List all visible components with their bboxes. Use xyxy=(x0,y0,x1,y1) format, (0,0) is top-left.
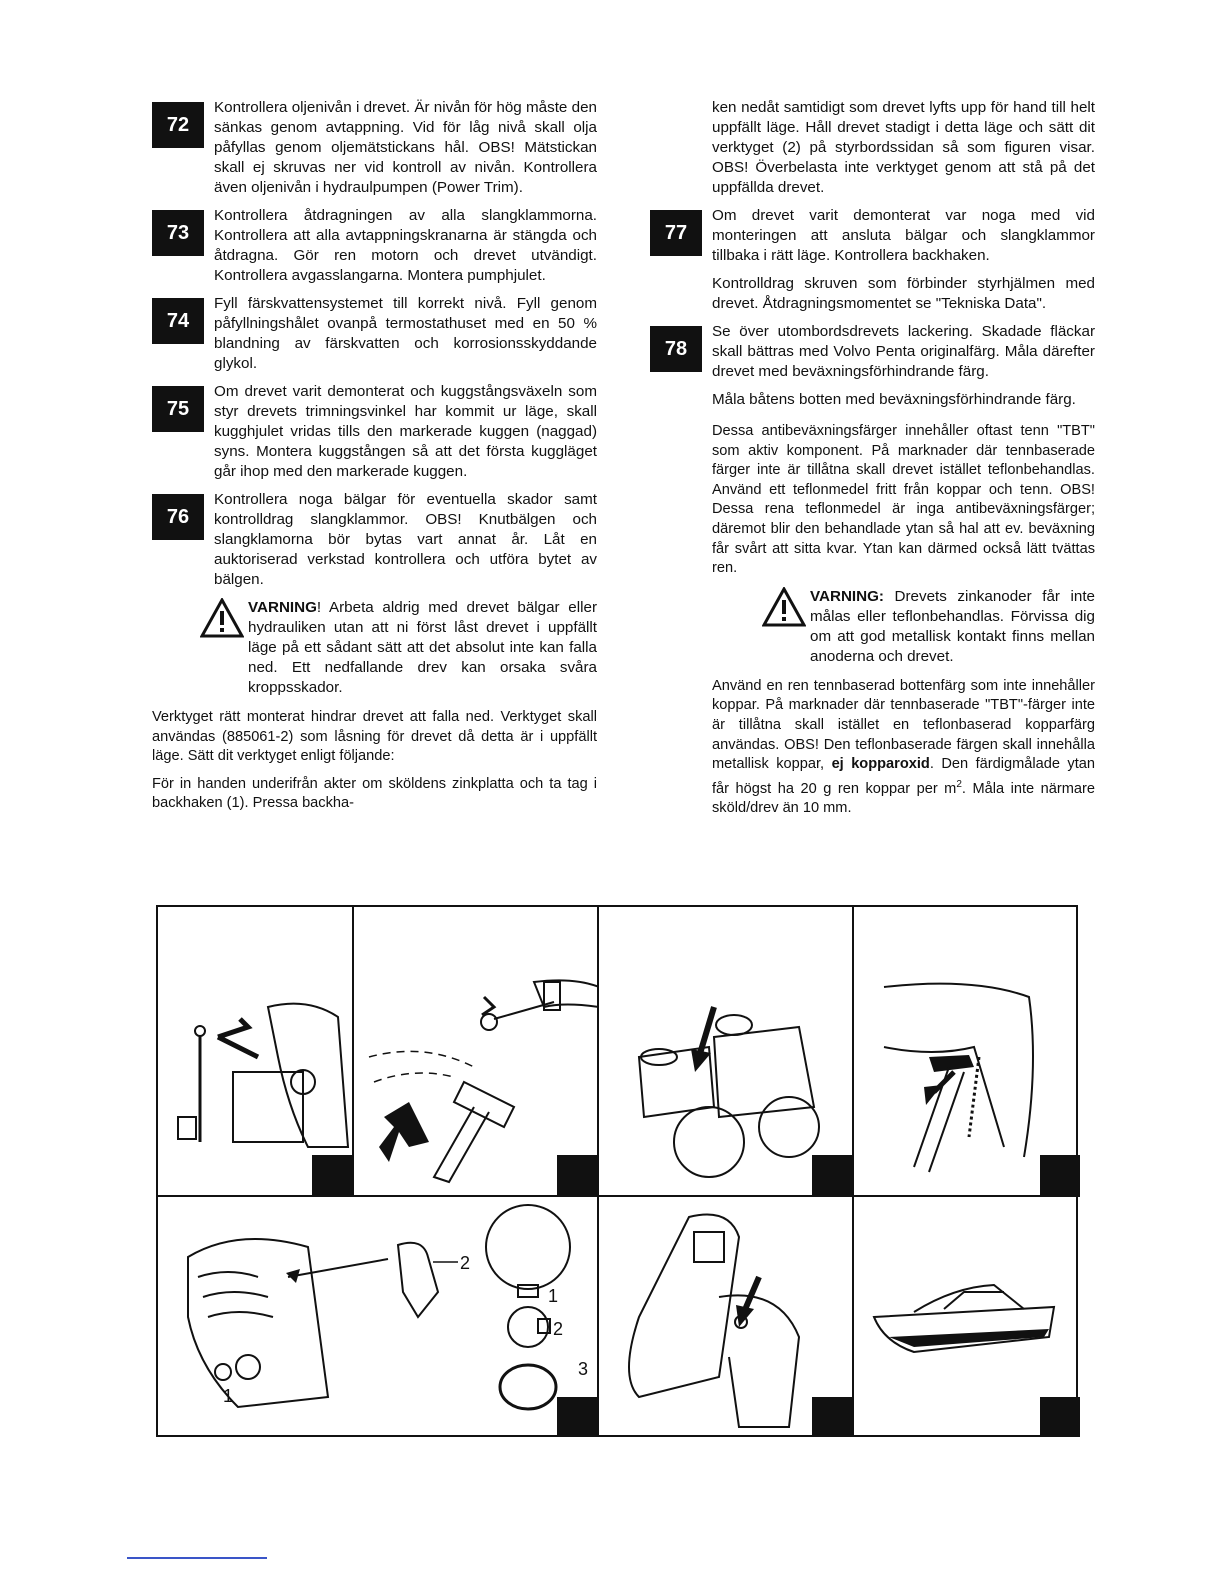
figure-tab xyxy=(812,1155,852,1195)
step-number-badge: 76 xyxy=(152,494,204,540)
step-text: Kontrollera oljenivån i drevet. Är nivån för hög måste den sänkas genom avtappning. Vid för låg nivå skall olja påfyllas genom oljemätstickans hål. OBS! Mätstickan skall ej skruvas ner vid kontroll av nivån. Kontrollera även oljenivån i hydraulpumpen (Power Trim). xyxy=(214,99,597,196)
callout-label: 3 xyxy=(578,1359,589,1379)
figure-73-clamps xyxy=(354,907,599,1197)
warning-triangle-icon xyxy=(200,598,244,638)
figure-tab xyxy=(812,1397,852,1437)
warning-block xyxy=(762,587,1095,667)
step-74 xyxy=(152,294,597,374)
step-number-badge: 72 xyxy=(152,102,204,148)
footer-rule xyxy=(127,1557,267,1559)
step-number-badge: 77 xyxy=(650,210,702,256)
figure-75-rack xyxy=(854,907,1080,1197)
continuation-text: ken nedåt samtidigt som drevet lyfts upp för hand till helt uppfällt läge. Håll drevet stadigt i detta läge och sätt dit verktyget (2) på styrbordssidan så som figuren visar. OBS! Överbelasta inte verktyget genom att stå på det uppfällda drevet. xyxy=(712,99,1095,196)
dipstick-illustration-icon xyxy=(158,907,354,1197)
callout-label: 1 xyxy=(548,1286,559,1306)
step-text: Om drevet varit demonterat var noga med vid monteringen att ansluta bälgar och slangklammor tillbaka i rätt läge. Kontrollera backhaken. xyxy=(712,207,1095,264)
step-76 xyxy=(152,490,597,590)
warning-text xyxy=(248,598,597,698)
warning-body: Drevets zinkanoder får inte målas eller teflonbehandlas. Förvissa dig om att god metallisk kontakt finns mellan anoderna och drevet. xyxy=(810,587,1095,665)
step-72 xyxy=(152,98,597,198)
step-text: Se över utombordsdrevets lackering. Skadade fläckar skall bättras med Volvo Penta originalfärg. Måla därefter drevet med beväxningsförhindrande färg. xyxy=(712,323,1095,380)
step-78-extra: Måla båtens botten med beväxningsförhindrande färg. xyxy=(712,391,1076,408)
antifouling-paragraph: Dessa antibeväxningsfärger innehåller oftast tenn "TBT" som aktiv komponent. På marknader där tennbaserade färger inte är tillåtna skall drevet istället teflonbehandlas. Använd ett teflonmedel fritt från koppar och tenn. OBS! Dessa rena teflonmedel är inga antibeväxningsfärger; däremot blir den behandlade ytan så hal att ev. beväxning får svårt att sitta kvar. Ytan kan därmed också lätt tvättas ren. xyxy=(712,423,1095,577)
bellows-clamp-illustration-icon xyxy=(158,1197,599,1437)
step-75 xyxy=(152,382,597,482)
step-number-badge: 75 xyxy=(152,386,204,432)
tool-paragraph: Verktyget rätt monterat hindrar drevet att falla ned. Verktyget skall användas (885061-2) som låsning för drevet då detta är i uppfällt läge. Sätt dit verktyget enligt följande: xyxy=(152,709,597,765)
figure-tab xyxy=(557,1397,597,1437)
right-column xyxy=(650,98,1095,827)
figure-74-coolant xyxy=(599,907,854,1197)
step-78 xyxy=(650,322,1095,382)
figure-tab xyxy=(312,1155,352,1195)
callout-label: 2 xyxy=(460,1253,471,1273)
step-number-badge: 74 xyxy=(152,298,204,344)
figure-78-boat xyxy=(854,1197,1080,1437)
step-73 xyxy=(152,206,597,286)
warning-body: ! Arbeta aldrig med drevet bälgar eller hydrauliken utan att ni först låst drevet i uppfällt läge på ett sådant sätt att det absolut inte kan falla ned. Ett nedfallande drev kan orsaka svåra kroppsskador. xyxy=(248,599,597,696)
step-text: Fyll färskvattensystemet till korrekt nivå. Fyll genom påfyllningshålet ovanpå termostathuset med en 50 % blandning av färskvatten och korrosionsskyddande glykol. xyxy=(214,295,597,372)
warning-triangle-icon xyxy=(762,587,806,627)
step-text: Om drevet varit demonterat och kuggstångsväxeln som styr drevets trimningsvinkel har kommit ur läge, skall kugghjulet vridas tills den markerade kuggen (naggad) syns. Montera kuggstången så att det första kuggläget går ihop med den markerade kuggen. xyxy=(214,383,597,480)
figure-77-reassembly xyxy=(599,1197,854,1437)
figure-76-bellows xyxy=(158,1197,599,1437)
clamp-wrench-illustration-icon xyxy=(354,907,599,1197)
tool-instruction-paragraph: För in handen underifrån akter om sköldens zinkplatta och ta tag i backhaken (1). Pressa backha- xyxy=(152,775,597,812)
step-number-badge: 73 xyxy=(152,210,204,256)
warning-label: VARNING: xyxy=(810,587,884,605)
step-text: Kontrollera åtdragningen av alla slangklammorna. Kontrollera att alla avtappningskranarna är stängda och åtdragna. Gör ren motorn och drevet utvändigt. Kontrollera avgasslangarna. Montera pumphjulet. xyxy=(214,207,597,284)
step-77-extra: Kontrolldrag skruven som förbinder styrhjälmen med drevet. Åtdragningsmomentet se "Tekniska Data". xyxy=(712,275,1095,312)
step-number-badge: 78 xyxy=(650,326,702,372)
warning-label: VARNING xyxy=(248,599,317,616)
warning-text xyxy=(810,587,1095,667)
trim-rack-illustration-icon xyxy=(854,907,1080,1197)
continuation-block xyxy=(650,98,1095,198)
callout-label: 2 xyxy=(553,1319,564,1339)
figure-72-dipstick xyxy=(158,907,354,1197)
callout-label: 1 xyxy=(223,1386,234,1406)
emphasis-ej-kopparoxid: ej kopparoxid xyxy=(831,756,930,773)
figure-grid xyxy=(156,905,1078,1437)
step-text: Kontrollera noga bälgar för eventuella skador samt kontrolldrag slangklammor. OBS! Knutbälgen och slangklamorna bör bytas vart annat år. Låt en auktoriserad verkstad kontrollera och utföra bytet av bälgen. xyxy=(214,491,597,588)
coolant-tank-illustration-icon xyxy=(599,907,854,1197)
figure-tab xyxy=(1040,1397,1080,1437)
step-77 xyxy=(650,206,1095,266)
bottom-paint-paragraph: Använd en ren tennbaserad bottenfärg som inte innehåller koppar. På marknader där tennbaserade "TBT"-färger inte är tillåtna skall istället en teflonbaserad kopparfärg användas. OBS! Den teflonbaserade färgen skall innehålla metallisk koppar, ej kopparoxid. Den färdigmålade ytan får högst ha 20 g ren koppar per $m^2$. Måla inte närmare sköld/drev än 10 mm. xyxy=(712,677,1096,817)
figure-tab xyxy=(557,1155,597,1195)
left-column xyxy=(152,98,597,822)
figure-tab xyxy=(1040,1155,1080,1195)
warning-block xyxy=(200,598,597,698)
